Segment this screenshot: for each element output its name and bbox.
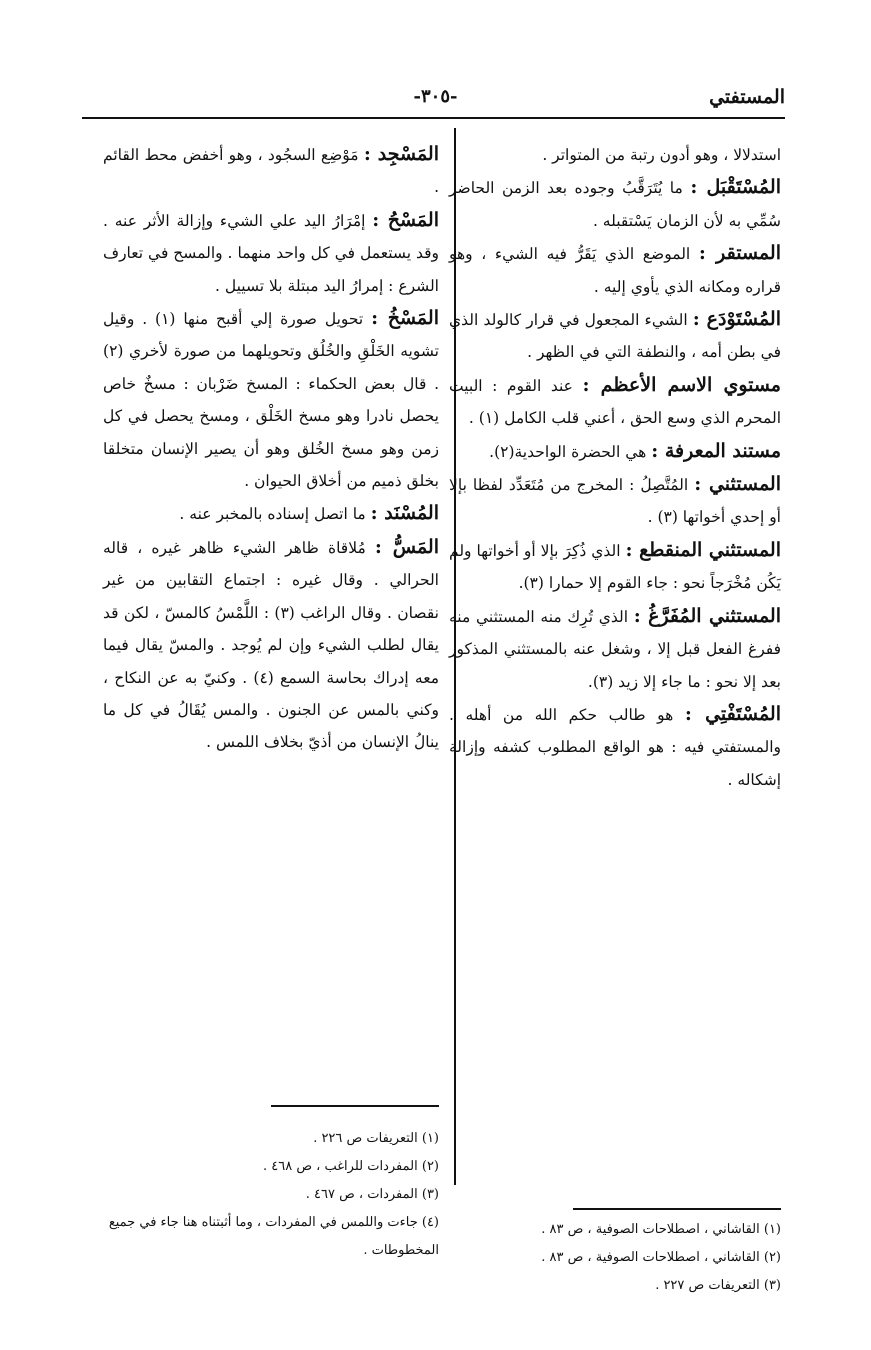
footnote: (٣) المفردات ، ص ٤٦٧ . (305, 1187, 439, 1202)
entry-headword: مستوي الاسم الأعظم : (582, 373, 781, 396)
entry (449, 171, 781, 237)
entry (103, 302, 439, 497)
entry (449, 138, 781, 171)
entry-text: تحويل صورة إلي أقبح منها (١) . وقيل تشويه الخَلْقِ والخُلُق وتحويلهما من صورة لأخري (٢) . قال بعض الحكماء : المسخ ضَرْبان : مسخٌ خاص يحصل نادرا وهو مسخ الخَلْق ، ومسخ يحصل في كل زمن وهو مسخ الخُلق وهو أن يصير الإنسان متخلقا بخلق ذميم من أخلاق الحيوان . (103, 310, 439, 491)
entry-headword: المستثني المنقطع : (625, 538, 781, 561)
entry (103, 531, 439, 759)
footnote: (٢) القاشاني ، اصطلاحات الصوفية ، ص ٨٣ . (541, 1250, 781, 1265)
footnote-rule (271, 1105, 439, 1107)
entry-text: هي الحضرة الواحدية(٢). (489, 442, 647, 461)
entry-headword: المَسْجِد : (363, 143, 439, 165)
entry-headword: مستند المعرفة : (651, 439, 781, 462)
right-column (449, 138, 781, 796)
footnote: (٢) المفردات للراغب ، ص ٤٦٨ . (262, 1159, 439, 1174)
footnote: (٣) التعريفات ص ٢٢٧ . (655, 1278, 781, 1293)
footnote: (١) التعريفات ص ٢٢٦ . (313, 1131, 439, 1146)
entry-text: عند القوم : البيت المحرم الذي وسع الحق ، أعني قلب الكامل (١) . (449, 376, 781, 428)
entry-text: مُلاقاة ظاهر الشيء ظاهر غيره ، قاله الحرالي . وقال غيره : اجتماع التقابين من غير نقصان . وقال الراغب (٣) : اللَّمْسُ كالمسّ ، لكن قد يقال لطلب الشيء وإن لم يُوجد . والمسّ يقال فيما معه إدراك بحاسة السمع (٤) . وكنيّ به عن النكاح ، وكني بالمس عن الجنون . والمس يُقَالُ في كل ما ينالُ الإنسان من أذيّ بخلاف اللمس . (103, 538, 439, 752)
entry (449, 369, 781, 435)
entry (449, 303, 781, 369)
page-header (86, 86, 785, 116)
footnote-rule (573, 1208, 781, 1210)
entry (103, 138, 439, 204)
entry-headword: المُسْتَفْتِي : (684, 702, 781, 725)
left-column (103, 138, 439, 759)
footnote: (٤) جاءت واللمس في المفردات ، وما أثبتناه هنا جاء في جميع المخطوطات . (108, 1215, 439, 1258)
entry-headword: المستقر : (698, 242, 781, 265)
entry (449, 698, 781, 796)
entry-text: الشيء المجعول في قرار كالولد الذي في بطن أمه ، والنطفة التي في الظهر . (449, 311, 781, 362)
entry-text: إمْرَارُ اليد علي الشيء وإزالة الأثر عنه . وقد يستعمل في كل واحد منهما . والمسح في تعارف الشرع : إمرارُ اليد مبتلة بلا تسييل . (103, 211, 439, 295)
entry (449, 534, 781, 600)
running-title: المستفتي (709, 86, 785, 108)
entry-headword: المستثني المُفَرَّغُ : (633, 604, 781, 627)
footnotes-right (449, 1216, 781, 1300)
entry-text: هو طالب حكم الله من أهله . والمستفتي فيه : هو الواقع المطلوب كشفه وإزالة إشكاله . (449, 705, 781, 789)
entry-headword: المُسْتَوْدَع : (692, 308, 781, 331)
footnotes-left (103, 1125, 439, 1265)
entry-headword: المَسْحُ : (372, 208, 439, 231)
footnote: (١) القاشاني ، اصطلاحات الصوفية ، ص ٨٣ . (541, 1222, 781, 1237)
entry-headword: المَسْخُ : (371, 307, 439, 330)
entry-headword: المُسْنَد : (370, 502, 439, 525)
page-number: -٣٠٥- (413, 86, 458, 107)
entry (449, 435, 781, 468)
entry-text: استدلالا ، وهو أدون رتبة من المتواتر . (542, 146, 781, 164)
entry (449, 600, 781, 698)
entry-text: الذي ذُكِرَ بإلا أو أخواتها ولم يَكُن مُخْرَجاً نحو : جاء القوم إلا حمارا (٣). (449, 541, 781, 593)
entry (449, 237, 781, 303)
entry-text: مَوْضِع السجُود ، وهو أخفض محط القائم . (103, 146, 439, 197)
entry-text: الموضع الذي يَقَرُّ فيه الشيء ، وهو قراره ومكانه الذي يأوي إليه . (449, 245, 781, 296)
entry-headword: المَسُّ : (374, 535, 440, 558)
entry-text: المُتَّصِلُ : المخرج من مُتَعَدِّد لفظا بإلا أو إحدي أخواتها (٣) . (449, 476, 781, 527)
entry-text: الذي تُرِك منه المستثني منه ففرغ الفعل قبل إلا ، وشغل عنه بالمستثني المذكور بعد إلا نحو : ما جاء إلا زيد (٣). (449, 607, 781, 691)
entry (449, 468, 781, 534)
entry-headword: المُسْتَقْبَل : (690, 176, 781, 199)
entry-text: ما يُتَرَقَّبُ وجوده بعد الزمن الحاضر سُمِّي به لأن الزمان يَسْتقبله . (449, 179, 781, 230)
header-rule (82, 117, 785, 119)
entry-headword: المستثني : (694, 473, 781, 496)
entry (103, 204, 439, 302)
entry-text: ما اتصل إسناده بالمخبر عنه . (179, 505, 366, 524)
entry (103, 497, 439, 530)
